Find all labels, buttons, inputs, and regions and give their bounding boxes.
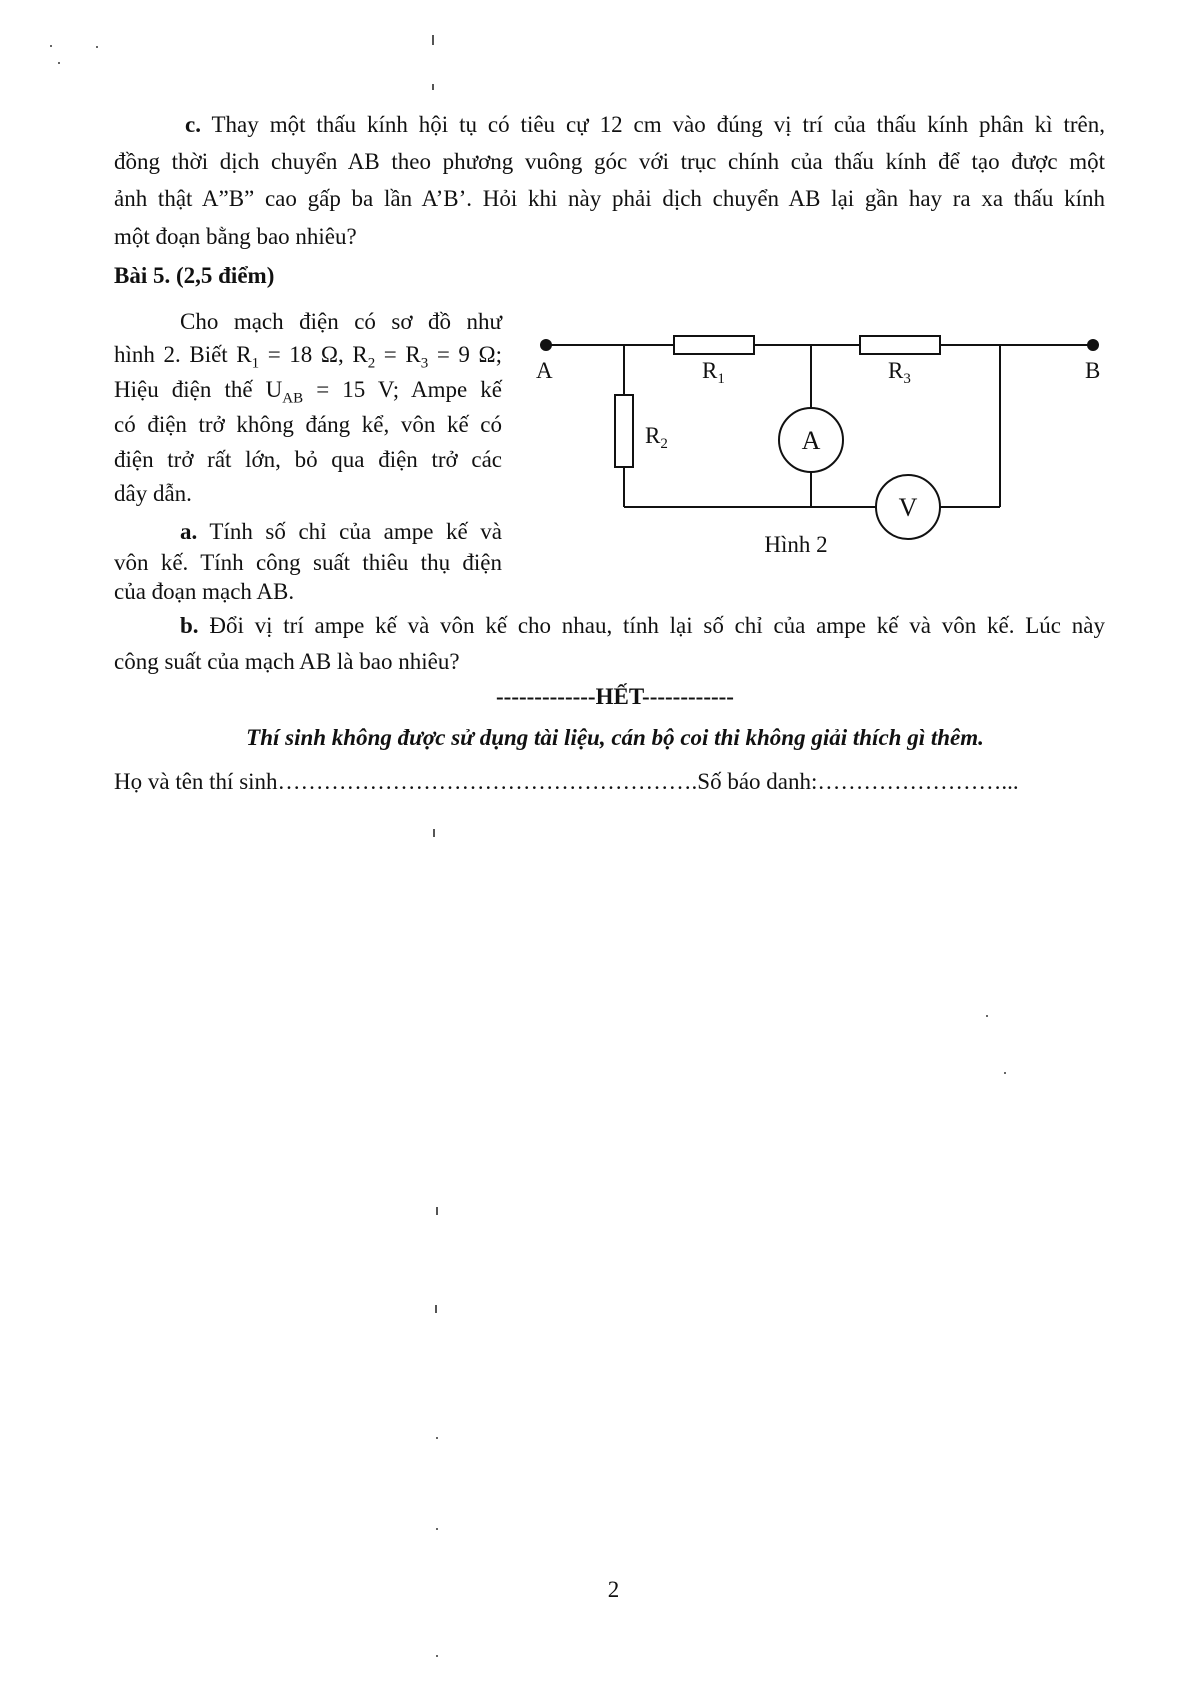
scan-speck bbox=[986, 1015, 988, 1017]
circuit-diagram bbox=[520, 320, 1110, 570]
node-a-label: A bbox=[536, 358, 553, 383]
problem4c-line1-text: Thay một thấu kính hội tụ có tiêu cự 12 cm vào đúng vị trí của thấu kính phân kì trên, bbox=[211, 112, 1106, 137]
problem5-intro-line4: có điện trở không đáng kể, vôn kế có bbox=[114, 412, 502, 437]
scan-speck bbox=[435, 1305, 437, 1313]
problem4c-line1 bbox=[114, 106, 1105, 143]
node-a-dot bbox=[540, 339, 552, 351]
scan-speck bbox=[433, 829, 435, 837]
scan-speck bbox=[432, 84, 434, 90]
resistor-r3 bbox=[860, 336, 940, 354]
page-number: 2 bbox=[607, 1577, 620, 1602]
problem5-intro-line1: Cho mạch điện có sơ đồ như bbox=[180, 309, 502, 334]
scan-speck bbox=[58, 62, 60, 64]
r1-label: $R_1$ bbox=[702, 358, 725, 387]
end-marker: -------------HẾT------------ bbox=[496, 684, 734, 709]
problem5-partB-line1 bbox=[114, 607, 1105, 644]
problem5-intro-line6: dây dẫn. bbox=[114, 481, 192, 506]
resistor-r2 bbox=[615, 395, 633, 467]
problem5-partB-line2: công suất của mạch AB là bao nhiêu? bbox=[114, 649, 460, 674]
problem5-partA-line2: vôn kế. Tính công suất thiêu thụ điện bbox=[114, 550, 502, 575]
scan-speck bbox=[436, 1207, 438, 1215]
partA-line1-text: Tính số chỉ của ampe kế và bbox=[209, 519, 502, 544]
voltmeter-label: V bbox=[898, 493, 918, 522]
problem4c-line2: đồng thời dịch chuyển AB theo phương vuông góc với trục chính của thấu kính để tạo được một bbox=[114, 149, 1105, 174]
resistor-r1 bbox=[674, 336, 754, 354]
circuit-caption: Hình 2 bbox=[764, 532, 828, 557]
candidate-name-field: Họ và tên thí sinh……………………………………………….Số báo danh:……………………... bbox=[114, 769, 1019, 794]
scan-speck bbox=[432, 35, 434, 45]
partB-label: b. bbox=[180, 613, 199, 638]
partB-line1-text: Đổi vị trí ampe kế và vôn kế cho nhau, tính lại số chỉ của ampe kế và vôn kế. Lúc này bbox=[209, 613, 1105, 638]
scan-speck bbox=[1004, 1072, 1006, 1074]
node-b-dot bbox=[1087, 339, 1099, 351]
problem5-partA-line3: của đoạn mạch AB. bbox=[114, 579, 295, 604]
node-b-label: B bbox=[1085, 358, 1101, 383]
ammeter-label: A bbox=[801, 426, 821, 455]
problem5-intro-line5: điện trở rất lớn, bỏ qua điện trở các bbox=[114, 447, 502, 472]
r2-label: $R_2$ bbox=[645, 423, 668, 452]
scan-speck bbox=[436, 1655, 438, 1657]
problem5-heading: Bài 5. (2,5 điểm) bbox=[114, 263, 275, 288]
problem5-intro-line2: hình 2. Biết $R_1 = 18$ Ω, $R_2 = R_3 = 9$ Ω; bbox=[114, 342, 503, 372]
problem5-intro-line3: Hiệu điện thế $U_{AB} = 15$ V; Ampe kế bbox=[114, 377, 503, 407]
scan-speck bbox=[96, 46, 98, 48]
scan-speck bbox=[50, 45, 52, 47]
scan-speck bbox=[436, 1528, 438, 1530]
r3-label: $R_3$ bbox=[888, 358, 911, 387]
problem4c-line3: ảnh thật A”B” cao gấp ba lần A’B’. Hỏi khi này phải dịch chuyển AB lại gần hay ra xa thấu kính bbox=[114, 186, 1105, 211]
problem4c-label: c. bbox=[185, 112, 201, 137]
exam-note: Thí sinh không được sử dụng tài liệu, cán bộ coi thi không giải thích gì thêm. bbox=[246, 725, 984, 750]
partA-label: a. bbox=[180, 519, 198, 544]
scan-speck bbox=[436, 1437, 438, 1439]
problem4c-line4: một đoạn bằng bao nhiêu? bbox=[114, 224, 357, 249]
